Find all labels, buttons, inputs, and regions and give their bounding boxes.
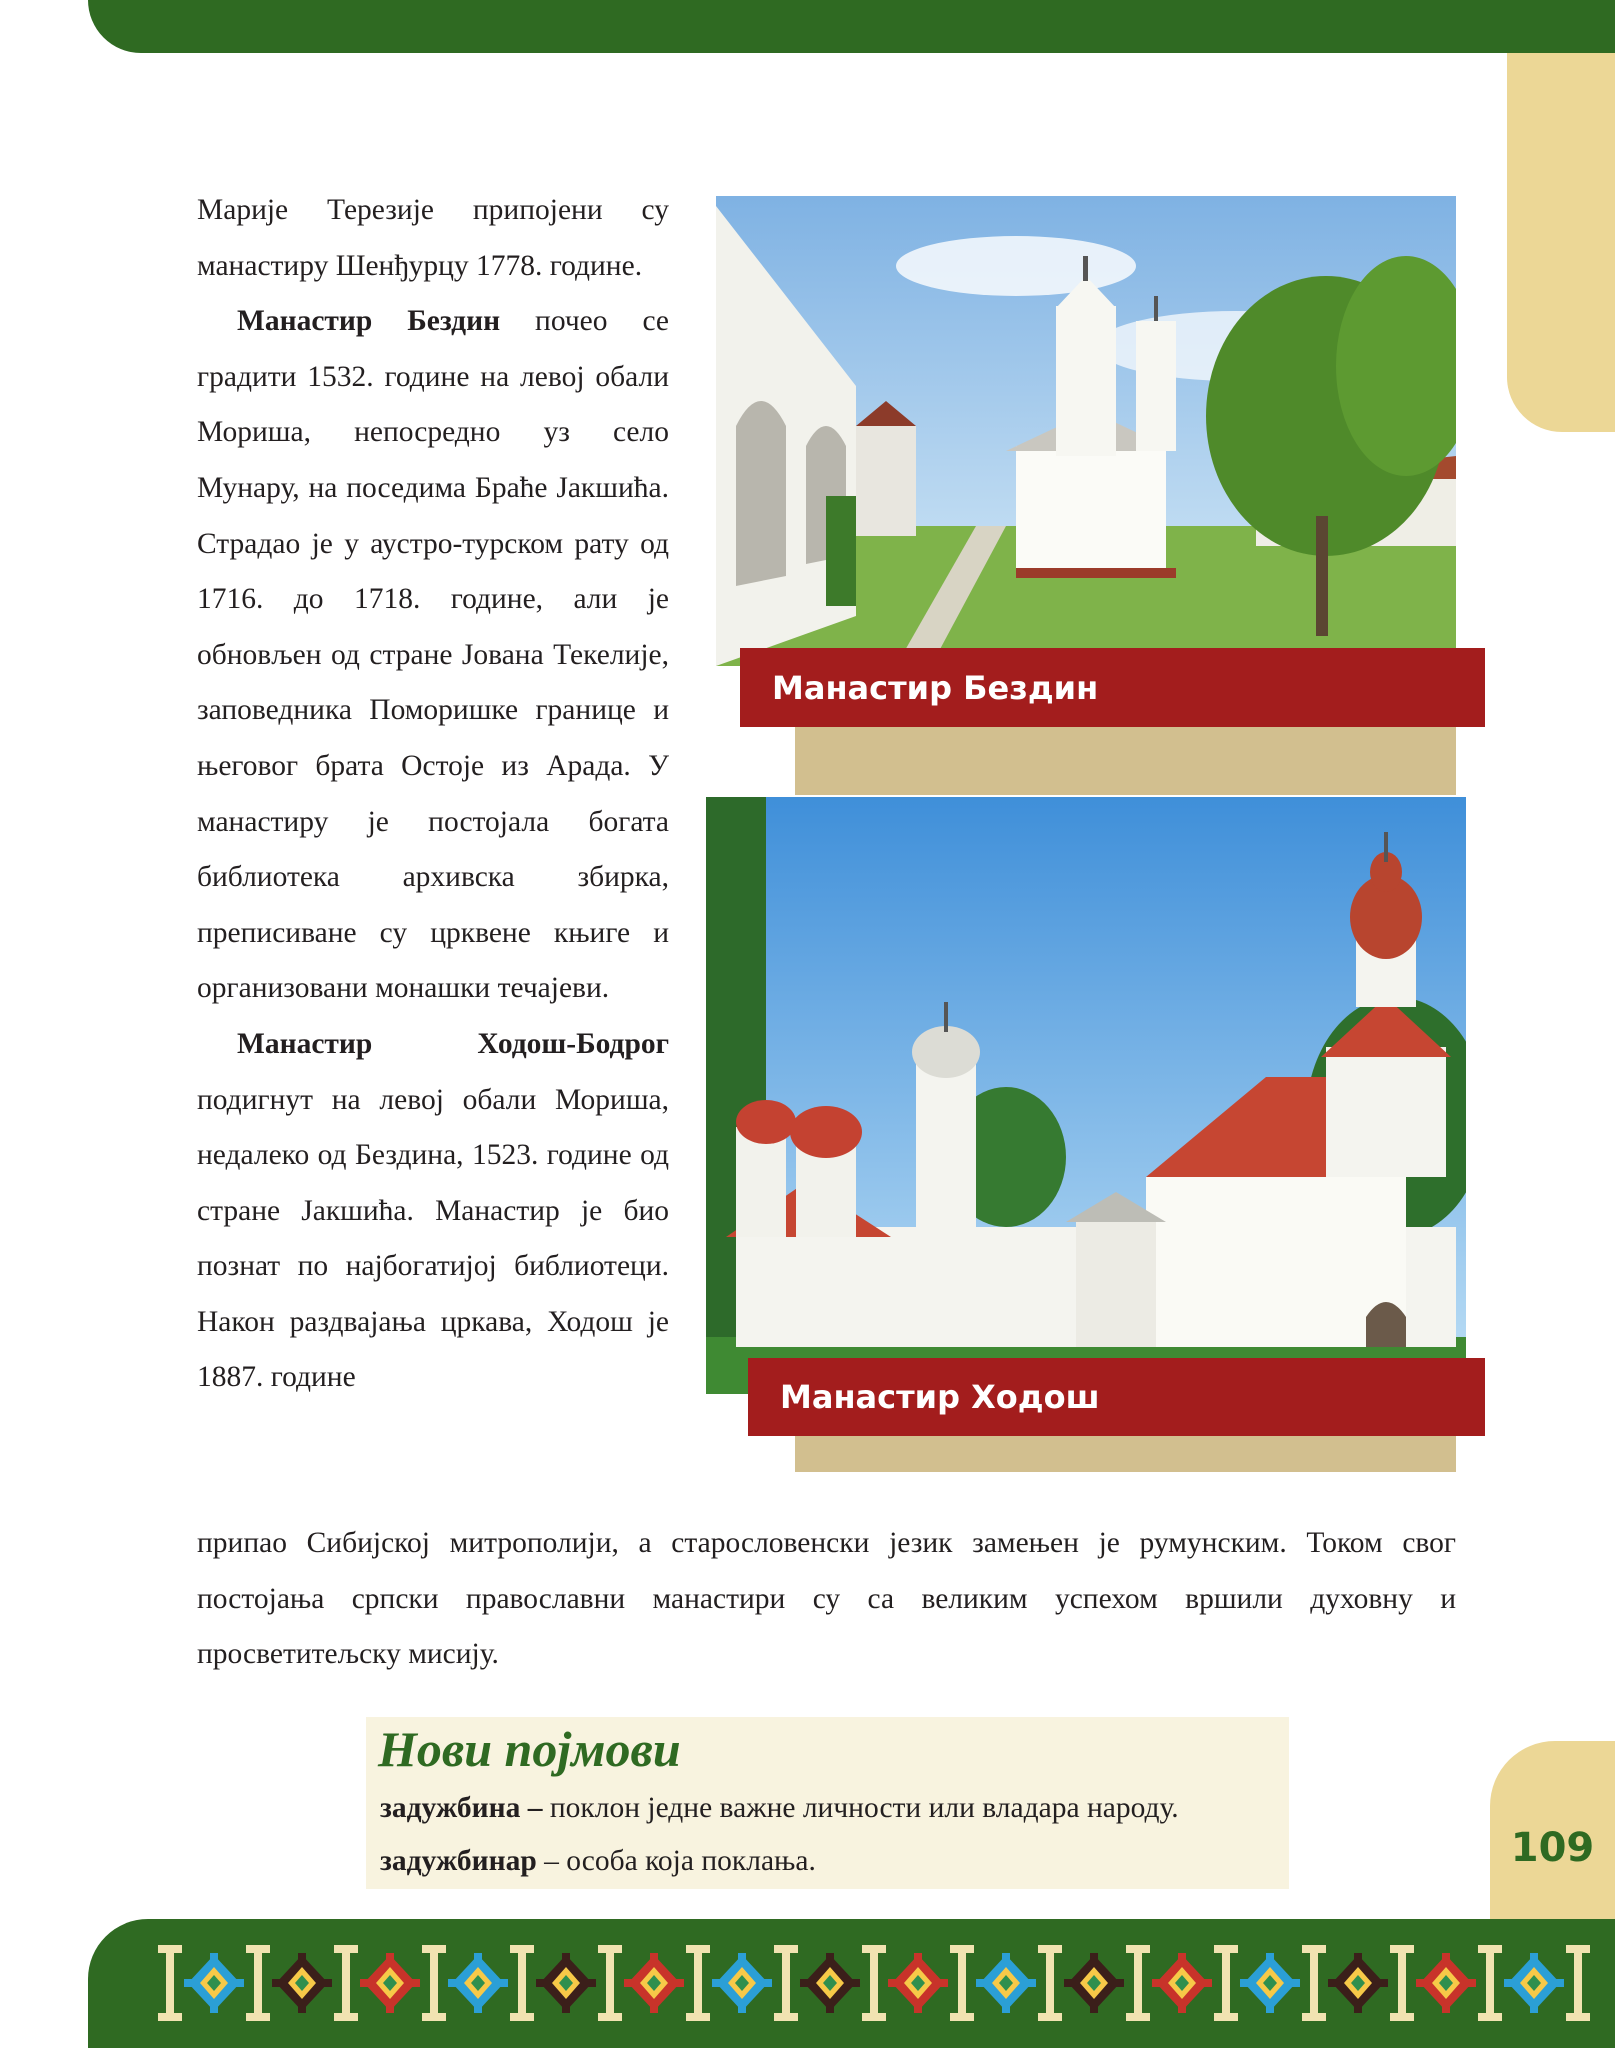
term-definition-1 (380, 1792, 1179, 1825)
ornament-star (712, 1953, 772, 2013)
ornament-pillar (422, 1945, 446, 2021)
ornament-pillar (950, 1945, 974, 2021)
ornament-pillar (598, 1945, 622, 2021)
full-width-paragraph: припао Сибијској митрополији, а старословенски језик замењен је румунским. Током свог постојања српски православни манастири су са великим успехом вршили духовну и просветитељску мисију. (197, 1527, 1456, 1671)
ornament-star (1328, 1953, 1388, 2013)
ornament-star (800, 1953, 860, 2013)
ornament-pillar (158, 1945, 182, 2021)
caption-bezdin: Манастир Бездин (740, 648, 1485, 727)
ornament-pillar (1390, 1945, 1414, 2021)
term-definition-2 (380, 1845, 816, 1878)
hodos-monastery-photo (706, 797, 1466, 1394)
ornament-pillar (862, 1945, 886, 2021)
ornament-star (1152, 1953, 1212, 2013)
ornament-pillar (334, 1945, 358, 2021)
ornament-pillar (1038, 1945, 1062, 2021)
definition-1: поклон једне важне личности или владара народу. (542, 1792, 1179, 1824)
ornament-star (1416, 1953, 1476, 2013)
term-2: задужбинар (380, 1845, 537, 1877)
bezdin-text: почео се градити 1532. године на левој обали Мориша, непосредно уз село Мунару, на поседима Браће Јакшића. Страдао је у аустро-турском рату од 1716. до 1718. године, али је обновљен од стране Јована Текелије, заповедника Поморишке границе и његовог брата Остоје из Арада. У манастиру је постојала богата библиотека архивска збирка, преписиване су црквене књиге и организовани монашки течајеви. (197, 305, 669, 1005)
ornament-star (624, 1953, 684, 2013)
side-tab-top (1507, 53, 1615, 432)
ornament-star (1240, 1953, 1300, 2013)
term-1: задужбина – (380, 1792, 543, 1824)
ornament-star (1504, 1953, 1564, 2013)
caption-hodos: Манастир Ходош (748, 1358, 1485, 1436)
paragraph-bezdin (197, 294, 669, 1017)
ornament-pillar (1302, 1945, 1326, 2021)
ornament-star (1064, 1953, 1124, 2013)
ornament-star (536, 1953, 596, 2013)
ornament-star (976, 1953, 1036, 2013)
hodos-heading: Манастир Ходош-Бодрог (237, 1027, 669, 1060)
ornament-star (360, 1953, 420, 2013)
ornament-pillar (1566, 1945, 1590, 2021)
ornament-pillar (1214, 1945, 1238, 2021)
definition-2: – особа која поклања. (536, 1845, 816, 1877)
ornament-pillar (1126, 1945, 1150, 2021)
page-number: 109 (1510, 1825, 1595, 1871)
paragraph-1: Марије Терезије припојени су манастиру Шенђурцу 1778. године. (197, 194, 669, 282)
bezdin-heading: Манастир Бездин (237, 305, 501, 338)
ornament-pillar (510, 1945, 534, 2021)
top-green-bar (88, 0, 1615, 53)
ornament-star (888, 1953, 948, 2013)
ornament-star (272, 1953, 332, 2013)
folk-ornament-border (150, 1940, 1590, 2030)
paragraph-hodos (197, 1017, 669, 1406)
caption-backdrop-2 (795, 1434, 1456, 1472)
ornament-pillar (1478, 1945, 1502, 2021)
ornament-star (184, 1953, 244, 2013)
ornament-pillar (774, 1945, 798, 2021)
new-terms-title: Нови појмови (378, 1721, 681, 1777)
ornament-star (448, 1953, 508, 2013)
ornament-pillar (686, 1945, 710, 2021)
ornament-pillar (246, 1945, 270, 2021)
hodos-text: подигнут на левој обали Мориша, недалеко од Бездина, 1523. године од стране Јакшића. Манастир је био познат по најбогатијој библиотеци. Након раздвајања цркава, Ходош је 1887. године (197, 1083, 669, 1394)
bezdin-monastery-photo (716, 196, 1456, 666)
main-text-column (197, 183, 669, 1406)
caption-backdrop-1 (795, 726, 1456, 795)
